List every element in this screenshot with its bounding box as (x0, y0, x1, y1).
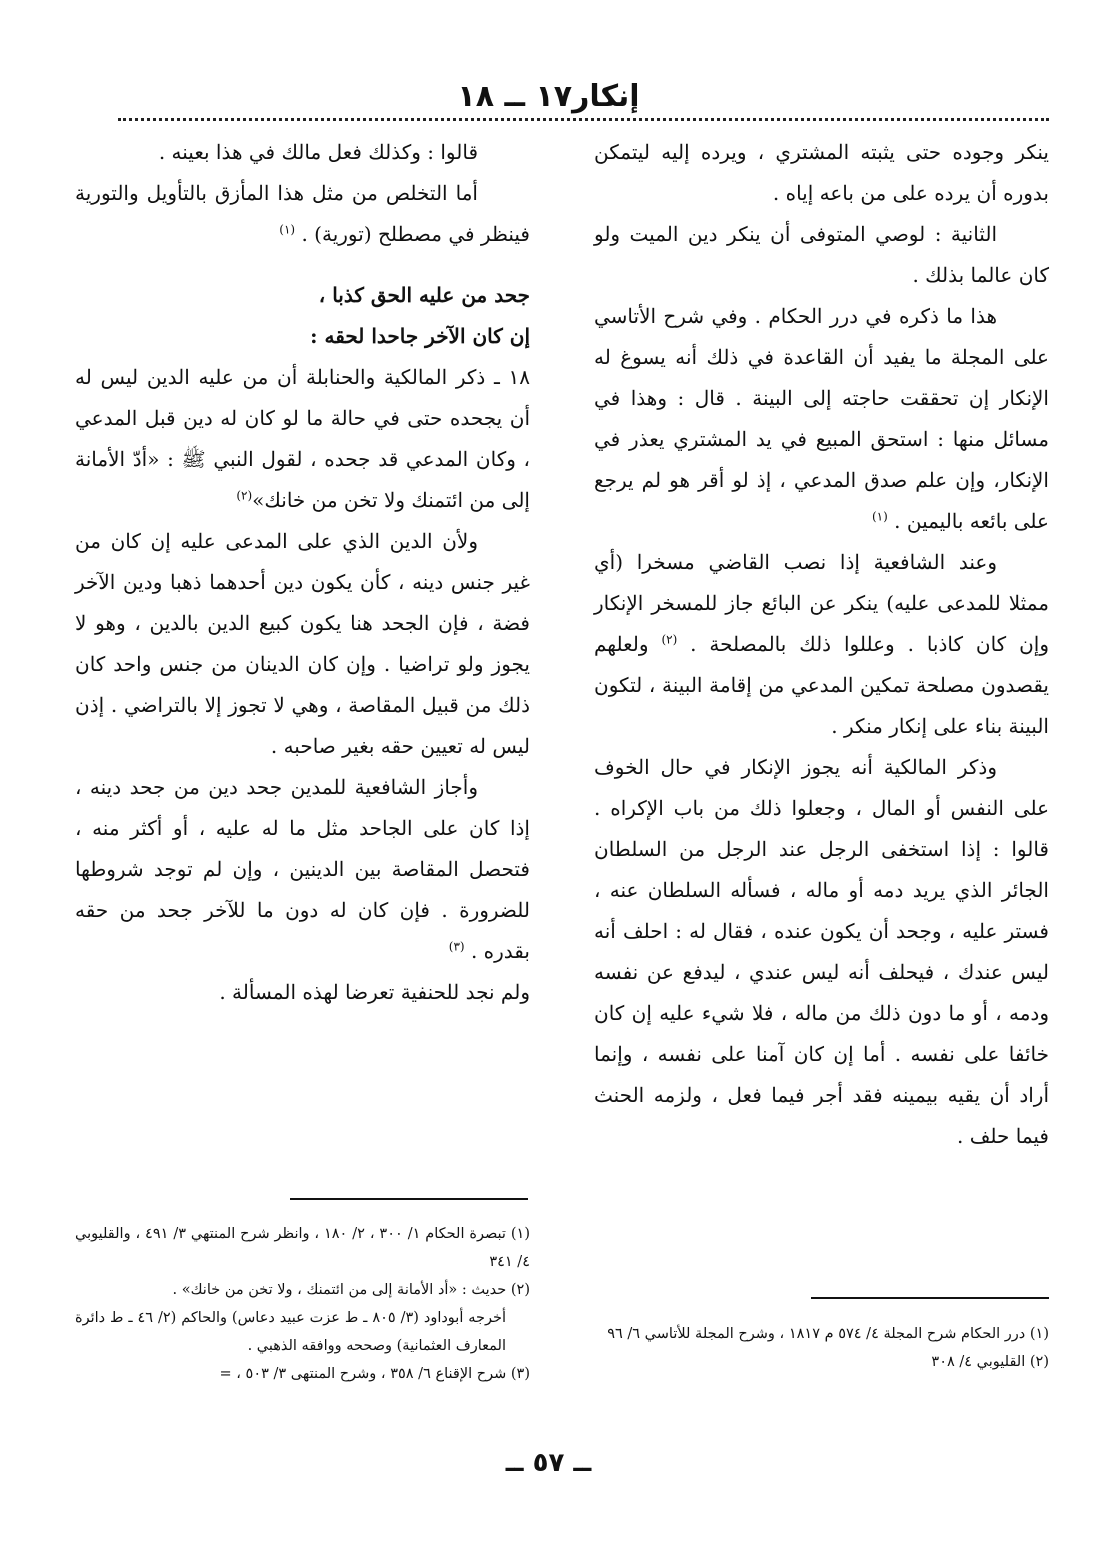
left-column (75, 132, 530, 1013)
footnote-item: أخرجه أبوداود (٣/ ٨٠٥ ـ ط عزت عبيد دعاس) والحاكم (٢/ ٤٦ ـ ط دائرة المعارف العثمانية) وصححه ووافقه الذهبي . (75, 1310, 506, 1354)
left-paragraph-5-text: وأجاز الشافعية للمدين جحد دين من جحد دينه ، إذا كان على الجاحد مثل ما له عليه ، أو أكثر منه ، فتحصل المقاصة بين الدينين ، وإن لم توجد شروطها للضرورة . فإن كان له دون ما للآخر جحد من حقه بقدره . (75, 775, 530, 963)
right-paragraph-3 (594, 296, 1049, 542)
right-paragraph-2: الثانية : لوصي المتوفى أن ينكر دين الميت ولو كان عالما بذلك . (594, 222, 1049, 287)
footnote-item: (١) تبصرة الحكام ١/ ٣٠٠ ، ٢/ ١٨٠ ، وانظر شرح المنتهي ٣/ ٤٩١ ، والقليوبي ٤/ ٣٤١ (75, 1226, 530, 1270)
right-paragraph-1: ينكر وجوده حتى يثبته المشتري ، ويرده إليه ليتمكن بدوره أن يرده على من باعه إياه . (594, 140, 1049, 205)
footnote-item: (٢) حديث : «أد الأمانة إلى من ائتمنك ، ولا تخن من خانك» . (172, 1282, 530, 1298)
footnote-ref: (٢) (236, 488, 253, 503)
right-column (594, 132, 1049, 1157)
right-paragraph-4-cont: ولعلهم يقصدون مصلحة تمكين المدعي من إقامة البينة ، لتكون البينة بناء على إنكار منكر . (594, 632, 1049, 738)
left-paragraph-5 (75, 767, 530, 972)
left-footnotes (75, 1220, 530, 1388)
left-paragraph-3-text: ١٨ ـ ذكر المالكية والحنابلة أن من عليه الدين ليس له أن يجحده حتى في حالة ما لو كان له دين قبل المدعي ، وكان المدعي قد جحده ، لقول النبي ﷺ : «أدّ الأمانة إلى من ائتمنك ولا تخن من خانك» (75, 365, 530, 512)
right-paragraph-4 (594, 542, 1049, 747)
section-heading-line-2: إن كان الآخر جاحدا لحقه : (310, 324, 530, 348)
section-heading (75, 275, 530, 357)
left-paragraph-4: ولأن الدين الذي على المدعى عليه إن كان من غير جنس دينه ، كأن يكون دين أحدهما ذهبا ودين الآخر فضة ، فإن الجحد هنا يكون كبيع الدين بالدين ، وهو لا يجوز ولو تراضيا . وإن كان الدينان من جنس واحد كان ذلك من قبيل المقاصة ، وهي لا تجوز إلا بالتراضي . إذن ليس له تعيين حقه بغير صاحبه . (75, 529, 530, 758)
footnote-ref: (١) (871, 509, 888, 524)
right-paragraph-5: وذكر المالكية أنه يجوز الإنكار في حال الخوف على النفس أو المال ، وجعلوا ذلك من باب الإكراه . قالوا : إذا استخفى الرجل عند الرجل من السلطان الجائر الذي يريد دمه أو ماله ، فسأله السلطان عنه ، فستر عليه ، وجحد أن يكون عنده ، فقال له : احلف أنه ليس عندك ، فيحلف أنه ليس عندي ، ليدفع عن نفسه ودمه ، أو ما دون ذلك من ماله ، فلا شيء عليه إن كان خائفا على نفسه . أما إن كان آمنا على نفسه ، وإنما أراد أن يقيه بيمينه فقد أجر فيما فعل ، ولزمه الحنث فيما حلف . (594, 755, 1049, 1148)
section-heading-line-1: جحد من عليه الحق كذبا ، (318, 283, 530, 307)
left-footnote-rule (290, 1198, 528, 1200)
footnote-ref: (٢) (661, 632, 678, 647)
footnote-item: (٣) شرح الإقناع ٦/ ٣٥٨ ، وشرح المنتهى ٣/ ٥٠٣ ، = (219, 1366, 530, 1382)
right-footnotes (594, 1320, 1049, 1376)
footnote-item: (١) درر الحكام شرح المجلة ٤/ ٥٧٤ م ١٨١٧ ، وشرح المجلة للأتاسي ٦/ ٩٦ (607, 1326, 1049, 1342)
footnote-ref: (٣) (448, 939, 465, 954)
left-paragraph-3 (75, 357, 530, 521)
footnote-ref: (١) (279, 222, 296, 237)
page-header: إنكار١٧ ــ ١٨ (457, 79, 640, 114)
left-paragraph-2-text: أما التخلص من مثل هذا المأزق بالتأويل والتورية فينظر في مصطلح (تورية) . (75, 181, 530, 246)
right-footnote-rule (811, 1297, 1049, 1299)
page-number: ــ ٥٧ ــ (505, 1448, 592, 1478)
header-dotted-rule (118, 118, 1049, 121)
footnote-item: (٢) القليوبي ٤/ ٣٠٨ (931, 1354, 1049, 1370)
left-paragraph-1: قالوا : وكذلك فعل مالك في هذا بعينه . (158, 140, 478, 164)
right-paragraph-4-text: وعند الشافعية إذا نصب القاضي مسخرا (أي ممثلا للمدعى عليه) ينكر عن البائع جاز للمسخر الإنكار وإن كان كاذبا . وعللوا ذلك بالمصلحة . (594, 550, 1049, 656)
left-paragraph-2 (75, 173, 530, 255)
left-paragraph-6: ولم نجد للحنفية تعرضا لهذه المسألة . (219, 980, 530, 1004)
right-paragraph-3-text: هذا ما ذكره في درر الحكام . وفي شرح الأتاسي على المجلة ما يفيد أن القاعدة في ذلك أنه يسوغ له الإنكار إن تحققت حاجته إلى البينة . قال : وهذا في مسائل منها : استحق المبيع في يد المشتري يعذر في الإنكار، وإن علم صدق المدعي ، إذ لو أقر هو لم يرجع على بائعه باليمين . (594, 304, 1049, 533)
